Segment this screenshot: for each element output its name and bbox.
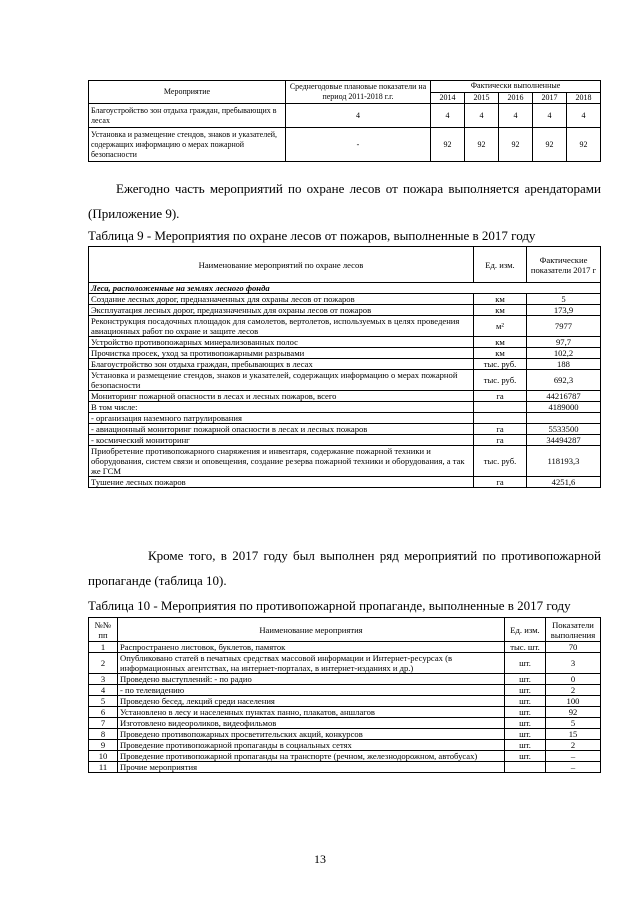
header-year: 2015 xyxy=(465,92,499,104)
table-row xyxy=(89,128,601,162)
cell-value: 5533500 xyxy=(527,424,601,435)
cell-value: 4251,6 xyxy=(527,477,601,488)
cell-num: 6 xyxy=(89,707,118,718)
table-row xyxy=(89,718,601,729)
row-name: Установка и размещение стендов, знаков и указателей, содержащих информацию о мерах пожарной безопасности xyxy=(89,128,286,162)
cell-name: Прочие мероприятия xyxy=(118,762,505,773)
cell-value: 188 xyxy=(527,359,601,370)
cell-unit xyxy=(505,762,546,773)
cell-value: – xyxy=(546,762,601,773)
cell-value: 2 xyxy=(546,740,601,751)
cell-value xyxy=(527,413,601,424)
row-value: 92 xyxy=(465,128,499,162)
table-row xyxy=(89,762,601,773)
cell-value: 34494287 xyxy=(527,435,601,446)
header-name: Наименование мероприятия xyxy=(118,618,505,642)
table-row xyxy=(89,435,601,446)
table-row xyxy=(89,305,601,316)
cell-num: 10 xyxy=(89,751,118,762)
table-row xyxy=(89,685,601,696)
cell-name: Проведено противопожарных просветительских акций, конкурсов xyxy=(118,729,505,740)
cell-value: 5 xyxy=(527,294,601,305)
table-row xyxy=(89,424,601,435)
cell-num: 8 xyxy=(89,729,118,740)
cell-num: 11 xyxy=(89,762,118,773)
table-row xyxy=(89,696,601,707)
table-row xyxy=(89,359,601,370)
row-value: 4 xyxy=(431,104,465,128)
header-year: 2016 xyxy=(499,92,533,104)
cell-name: Приобретение противопожарного снаряжения и инвентаря, содержание пожарной техники и оборудования, систем связи и оповещения, создание резерва пожарной техники и оборудования, а так же ГСМ xyxy=(89,446,474,477)
cell-value: 4189000 xyxy=(527,402,601,413)
cell-name: Распространено листовок, буклетов, памяток xyxy=(118,642,505,653)
cell-value: 97,7 xyxy=(527,337,601,348)
table-row xyxy=(89,413,601,424)
table-row xyxy=(89,391,601,402)
cell-unit: га xyxy=(474,391,527,402)
row-value: 4 xyxy=(567,104,601,128)
cell-value: 100 xyxy=(546,696,601,707)
cell-name: Проведено бесед, лекций среди населения xyxy=(118,696,505,707)
table9-caption: Таблица 9 - Мероприятия по охране лесов от пожаров, выполненные в 2017 году xyxy=(88,228,536,243)
table-row xyxy=(89,316,601,337)
cell-unit: шт. xyxy=(505,674,546,685)
header-year: 2017 xyxy=(533,92,567,104)
table-row xyxy=(89,740,601,751)
cell-num: 3 xyxy=(89,674,118,685)
table-row xyxy=(89,348,601,359)
table-row xyxy=(89,653,601,674)
cell-unit: тыс. шт. xyxy=(505,642,546,653)
header-year: 2014 xyxy=(431,92,465,104)
cell-unit: шт. xyxy=(505,696,546,707)
page-number: 13 xyxy=(314,852,326,866)
table-row xyxy=(89,477,601,488)
cell-unit: км xyxy=(474,337,527,348)
header-unit: Ед. изм. xyxy=(474,247,527,283)
cell-name: Опубликовано статей в печатных средствах массовой информации и Интернет-ресурсах (в информационных агентствах, на интернет-порталах, в интернет-изданиях и др.) xyxy=(118,653,505,674)
table-row xyxy=(89,707,601,718)
cell-unit: шт. xyxy=(505,729,546,740)
cell-value: 70 xyxy=(546,642,601,653)
cell-unit: км xyxy=(474,348,527,359)
cell-name: - организация наземного патрулирования xyxy=(89,413,474,424)
cell-name: Проведение противопожарной пропаганды в социальных сетях xyxy=(118,740,505,751)
header-year: 2018 xyxy=(567,92,601,104)
cell-unit: шт. xyxy=(505,707,546,718)
cell-unit: км xyxy=(474,294,527,305)
top-table xyxy=(88,80,601,162)
table10-caption: Таблица 10 - Мероприятия по противопожарной пропаганде, выполненные в 2017 году xyxy=(88,598,571,613)
cell-unit: шт. xyxy=(505,751,546,762)
cell-value: – xyxy=(546,751,601,762)
cell-name: Установка и размещение стендов, знаков и указателей, содержащих информацию о мерах пожарной безопасности xyxy=(89,370,474,391)
cell-name: - космический мониторинг xyxy=(89,435,474,446)
header-planned: Среднегодовые плановые показатели на период 2011-2018 г.г. xyxy=(286,81,431,104)
cell-num: 7 xyxy=(89,718,118,729)
header-value: Фактические показатели 2017 г xyxy=(527,247,601,283)
row-value: 4 xyxy=(465,104,499,128)
cell-value: 7977 xyxy=(527,316,601,337)
row-value: 4 xyxy=(499,104,533,128)
cell-name: Мониторинг пожарной опасности в лесах и лесных пожаров, всего xyxy=(89,391,474,402)
cell-unit: га xyxy=(474,424,527,435)
cell-name: Установлено в лесу и населенных пунктах панно, плакатов, аншлагов xyxy=(118,707,505,718)
cell-name: Проведено выступлений: - по радио xyxy=(118,674,505,685)
cell-unit: м² xyxy=(474,316,527,337)
cell-name: Изготовлено видеороликов, видеофильмов xyxy=(118,718,505,729)
section-title: Леса, расположенные на землях лесного фонда xyxy=(89,283,601,294)
cell-name: - авиационный мониторинг пожарной опасности в лесах и лесных пожаров xyxy=(89,424,474,435)
cell-value: 692,3 xyxy=(527,370,601,391)
cell-value: 173,9 xyxy=(527,305,601,316)
cell-name: Прочистка просек, уход за противопожарными разрывами xyxy=(89,348,474,359)
cell-unit: шт. xyxy=(505,685,546,696)
row-value: 92 xyxy=(499,128,533,162)
cell-num: 2 xyxy=(89,653,118,674)
cell-unit: га xyxy=(474,435,527,446)
table-row xyxy=(89,729,601,740)
cell-name: Реконструкция посадочных площадок для самолетов, вертолетов, используемых в целях проведения авиационных работ по охране и защите лесов xyxy=(89,316,474,337)
cell-value: 44216787 xyxy=(527,391,601,402)
cell-unit: шт. xyxy=(505,653,546,674)
cell-name: - по телевидению xyxy=(118,685,505,696)
table-row xyxy=(89,294,601,305)
cell-num: 9 xyxy=(89,740,118,751)
table-row xyxy=(89,751,601,762)
row-value: 92 xyxy=(431,128,465,162)
cell-unit: км xyxy=(474,305,527,316)
row-planned: - xyxy=(286,128,431,162)
header-measure: Мероприятие xyxy=(89,81,286,104)
cell-unit: шт. xyxy=(505,718,546,729)
cell-unit: тыс. руб. xyxy=(474,370,527,391)
row-value: 4 xyxy=(533,104,567,128)
cell-value: 15 xyxy=(546,729,601,740)
cell-unit: шт. xyxy=(505,740,546,751)
cell-name: Благоустройство зон отдыха граждан, пребывающих в лесах xyxy=(89,359,474,370)
table-row xyxy=(89,370,601,391)
cell-unit: га xyxy=(474,477,527,488)
cell-unit: тыс. руб. xyxy=(474,359,527,370)
table-row xyxy=(89,104,601,128)
cell-value: 0 xyxy=(546,674,601,685)
table-row xyxy=(89,674,601,685)
table-row xyxy=(89,337,601,348)
cell-name: Проведение противопожарной пропаганды на транспорте (речном, железнодорожном, автобусах) xyxy=(118,751,505,762)
cell-name: Создание лесных дорог, предназначенных для охраны лесов от пожаров xyxy=(89,294,474,305)
row-value: 92 xyxy=(533,128,567,162)
cell-value: 3 xyxy=(546,653,601,674)
cell-name: Эксплуатация лесных дорог, предназначенных для охраны лесов от пожаров xyxy=(89,305,474,316)
row-name: Благоустройство зон отдыха граждан, пребывающих в лесах xyxy=(89,104,286,128)
cell-value: 92 xyxy=(546,707,601,718)
paragraph-1: Ежегодно часть мероприятий по охране лесов от пожара выполняется арендаторами (Приложение 9). xyxy=(88,181,601,221)
header-unit: Ед. изм. xyxy=(505,618,546,642)
row-planned: 4 xyxy=(286,104,431,128)
cell-num: 5 xyxy=(89,696,118,707)
cell-value: 5 xyxy=(546,718,601,729)
cell-unit: тыс. руб. xyxy=(474,446,527,477)
table10 xyxy=(88,617,601,773)
table-row xyxy=(89,402,601,413)
table-row xyxy=(89,642,601,653)
cell-num: 1 xyxy=(89,642,118,653)
cell-value: 102,2 xyxy=(527,348,601,359)
cell-unit xyxy=(474,402,527,413)
header-num: №№ пп xyxy=(89,618,118,642)
row-value: 92 xyxy=(567,128,601,162)
cell-num: 4 xyxy=(89,685,118,696)
cell-name: Тушение лесных пожаров xyxy=(89,477,474,488)
paragraph-2: Кроме того, в 2017 году был выполнен ряд мероприятий по противопожарной пропаганде (таблица 10). xyxy=(88,548,601,588)
cell-name: Устройство противопожарных минерализованных полос xyxy=(89,337,474,348)
cell-unit xyxy=(474,413,527,424)
header-actual: Фактически выполненные xyxy=(431,81,601,93)
cell-value: 118193,3 xyxy=(527,446,601,477)
header-name: Наименование мероприятий по охране лесов xyxy=(89,247,474,283)
table-row xyxy=(89,446,601,477)
cell-name: В том числе: xyxy=(89,402,474,413)
table9 xyxy=(88,246,601,488)
header-value: Показатели выполнения xyxy=(546,618,601,642)
cell-value: 2 xyxy=(546,685,601,696)
